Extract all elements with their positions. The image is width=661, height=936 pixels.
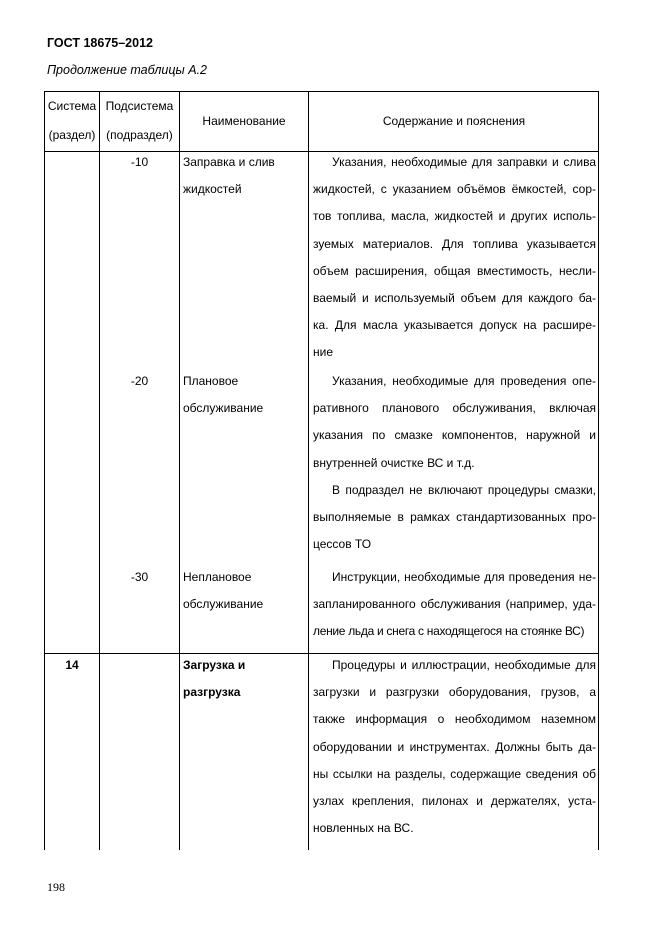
header-subsystem: Подсистема (подраздел) bbox=[105, 99, 174, 142]
column-divider bbox=[308, 92, 309, 850]
subsystem-number: -20 bbox=[130, 374, 149, 388]
subsystem-number: -10 bbox=[130, 155, 149, 169]
subsystem-number: -30 bbox=[130, 570, 149, 584]
header-system: Система (раздел) bbox=[47, 99, 97, 142]
row-name: Неплановое обслуживание bbox=[183, 570, 264, 612]
row-content: Процедуры и иллюстрации, необходимые для загрузки и разгрузки оборудования, грузов, а также информация о необходимом наземном оборудовании и инструментах. Должны быть да- ны ссылки на разделы, содержащие сведения об узлах крепления, пилонах и держателях, уста- новленных на ВС. bbox=[313, 658, 596, 836]
row-name: Загрузка и разгрузка bbox=[183, 658, 246, 700]
row-content: Инструкции, необходимые для проведения не- запланированного обслуживания (например, уда- ление льда и снега с находящегося на стоянке ВС) bbox=[313, 570, 596, 639]
header-name: Наименование bbox=[202, 114, 286, 128]
row-name: Заправка и слив жидкостей bbox=[183, 155, 275, 197]
continued-table bbox=[44, 91, 599, 850]
row-content: Указания, необходимые для проведения опе- ративного планового обслуживания, включая указания по смазке компонентов, наружной и внутренней очистке ВС и т.д. В подраздел не включают процедуры смазки, выполняемые в рамках стандартизованных про- цессов ТО bbox=[313, 374, 596, 552]
column-divider bbox=[179, 92, 180, 850]
document-code: ГОСТ 18675–2012 bbox=[47, 36, 153, 50]
system-number: 14 bbox=[65, 658, 79, 672]
table-caption: Продолжение таблицы А.2 bbox=[47, 63, 207, 77]
row-name: Плановое обслуживание bbox=[183, 374, 264, 416]
row-content: Указания, необходимые для заправки и слива жидкостей, с указанием объёмов ёмкостей, сор- тов топлива, масла, жидкостей и других исполь- зуемых материалов. Для топлива указывается объем расширения, общая вместимость, несли- ваемый и используемый объем для каждого ба- ка. Для масла указывается допуск на расшире- ние bbox=[313, 155, 596, 360]
page-number: 198 bbox=[47, 880, 65, 894]
header-content: Содержание и пояснения bbox=[382, 114, 526, 128]
column-divider bbox=[99, 92, 100, 850]
